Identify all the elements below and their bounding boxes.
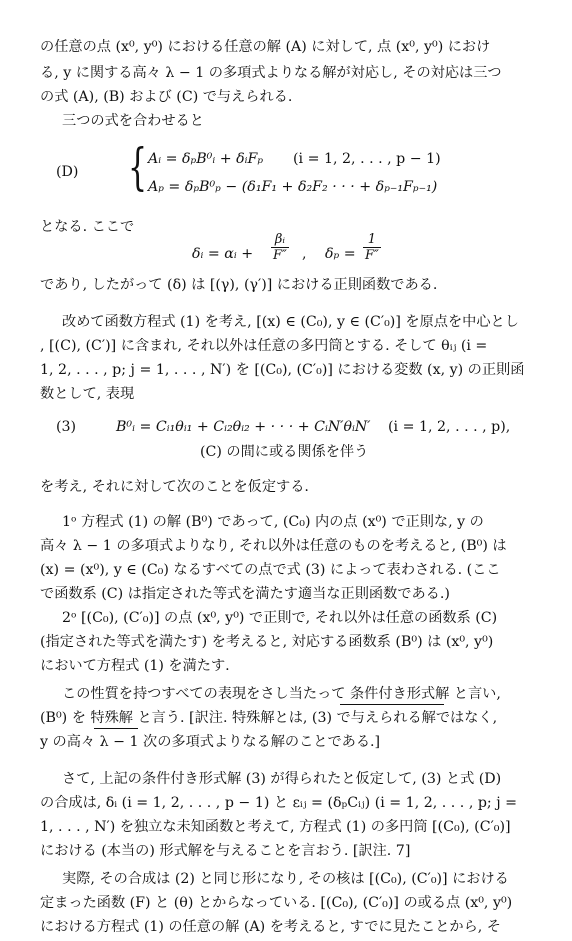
text-line: 1, 2, . . . , p; j = 1, . . . , N′) を [(C₀), (C′₀)] における変数 (x, y) の正則函 [40, 362, 525, 378]
text-line: 実際, その合成は (2) と同じ形になり, その核は [(C₀), (C′₀)] における [62, 871, 509, 887]
equation-3-body: B⁰ᵢ = Cᵢ₁θᵢ₁ + Cᵢ₂θᵢ₂ + · · · + CᵢN′θᵢN′ [116, 419, 371, 435]
text-line: における方程式 (1) の任意の解 (A) を考えると, すでに見たことから, そ [40, 919, 501, 935]
brace: { [128, 138, 148, 196]
text-line: 高々 λ − 1 の多項式よりなり, それ以外は任意のものを考えると, (B⁰) は [40, 538, 507, 554]
text-line: で函数系 (C) は指定された等式を満たす適当な正則函数である.) [40, 586, 450, 602]
text-line: (指定された等式を満たす) を考えると, 対応する函数系 (B⁰) は (x⁰, y⁰) [40, 634, 494, 650]
equation-D-row1: Aᵢ = δₚB⁰ᵢ + δᵢFₚ [148, 151, 264, 167]
text-line: さて, 上記の条件付き形式解 (3) が得られたと仮定して, (3) と式 (D) [62, 771, 502, 787]
text-line: , [(C), (C′)] に含まれ, それ以外は任意の多円筒とする. そして θᵢⱼ (i = [40, 338, 488, 354]
text-line: 定まった函数 (F) と (θ) とからなっている. [(C₀), (C′₀)] の或る点 (x⁰, y⁰) [40, 895, 513, 911]
equation-separator: , [302, 246, 307, 262]
text-line: の式 (A), (B) および (C) で与えられる. [40, 89, 293, 105]
fraction-numerator: βᵢ [271, 232, 289, 248]
text-line: y の高々 λ − 1 次の多項式よりなる解のことである.] [40, 734, 381, 750]
underline-conditional-formal-solution [340, 704, 444, 705]
text-line: 数として, 表現 [40, 386, 135, 402]
equation-delta-p: δₚ = [325, 246, 356, 262]
text-line: であり, したがって (δ) は [(γ), (γ′)] における正則函数である. [40, 277, 438, 293]
text-line: において方程式 (1) を満たす. [40, 658, 230, 674]
fraction-one-over-F [363, 232, 381, 263]
fraction-denominator: F″ [273, 248, 287, 263]
text-line: 2ᵒ [(C₀), (C′₀)] の点 (x⁰, y⁰) で正則で, それ以外は任意の函数系 (C) [62, 610, 498, 626]
text-line: となる. ここで [40, 219, 135, 235]
text-line: における (本当の) 形式解を与えることを言おう. [訳注. 7] [40, 843, 411, 859]
equation-3-note: (C) の間に或る関係を伴う [200, 444, 369, 460]
text-line: 1, . . . , N′) を独立な未知函数と考えて, 方程式 (1) の多円筒 [(C₀), (C′₀)] [40, 819, 511, 835]
text-line: を考え, それに対して次のことを仮定する. [40, 479, 309, 495]
fraction-numerator: 1 [363, 232, 381, 248]
equation-label-3: (3) [56, 419, 77, 435]
equation-label-D: (D) [56, 164, 79, 180]
fraction-denominator: F″ [365, 248, 379, 263]
text-line: (x) = (x⁰), y ∈ (C₀) なるすべての点で式 (3) によって表わされる. (ここ [40, 562, 501, 578]
text-line: 三つの式を合わせると [62, 113, 204, 129]
text-line: の合成は, δᵢ (i = 1, 2, . . . , p − 1) と εᵢⱼ = (δₚCᵢⱼ) (i = 1, 2, . . . , p; j = [40, 795, 518, 811]
text-line: の任意の点 (x⁰, y⁰) における任意の解 (A) に対して, 点 (x⁰, y⁰) におけ [40, 39, 491, 55]
equation-3-condition: (i = 1, 2, . . . , p), [388, 419, 511, 435]
fraction-beta-over-F [271, 232, 289, 263]
equation-D-row1-condition: (i = 1, 2, . . . , p − 1) [293, 151, 441, 167]
underline-special-solution [94, 728, 138, 729]
equation-delta-i: δᵢ = αᵢ + [192, 246, 254, 262]
text-line: 1ᵒ 方程式 (1) の解 (B⁰) であって, (C₀) 内の点 (x⁰) で正則な, y の [62, 514, 484, 530]
text-line: (B⁰) を 特殊解 と言う. [訳注. 特殊解とは, (3) で与えられる解ではなく, [40, 710, 498, 726]
text-line: 改めて函数方程式 (1) を考え, [(x) ∈ (C₀), y ∈ (C′₀)] を原点を中心とし [62, 314, 519, 330]
text-line: この性質を持つすべての表現をさし当たって 条件付き形式解 と言い, [62, 686, 501, 702]
equation-D-row2: Aₚ = δₚB⁰ₚ − (δ₁F₁ + δ₂F₂ · · · + δₚ₋₁Fₚ₋₁) [148, 179, 438, 195]
text-line: る, y に関する高々 λ − 1 の多項式よりなる解が対応し, その対応は三つ [40, 65, 502, 81]
